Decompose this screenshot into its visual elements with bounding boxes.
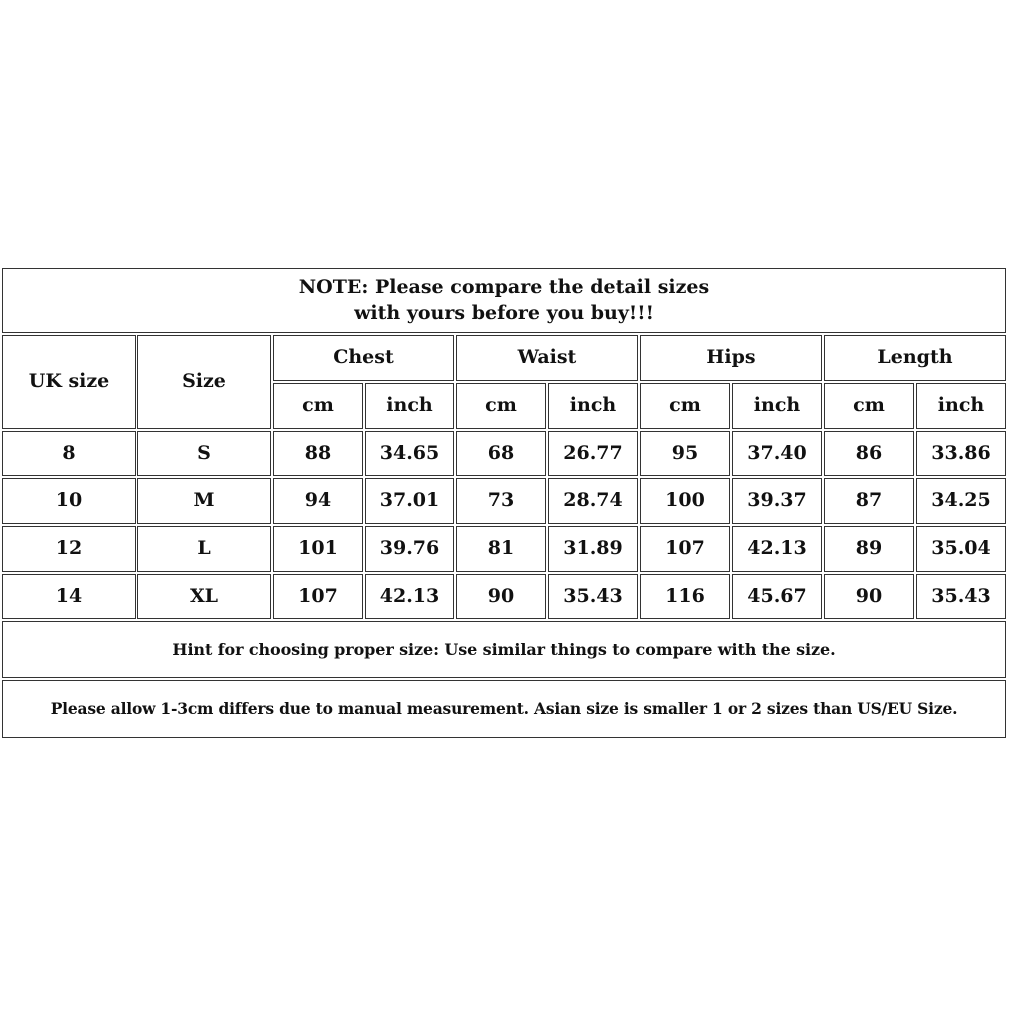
header-chest: Chest [273, 335, 454, 381]
table-cell-waist-inch: 35.43 [548, 574, 638, 619]
table-cell-chest-cm: 101 [273, 526, 363, 572]
table-cell-size: L [137, 526, 271, 572]
note-line-2: with yours before you buy!!! [354, 301, 654, 324]
table-cell-hips-inch: 39.37 [732, 478, 822, 524]
note-line-1: NOTE: Please compare the detail sizes [298, 275, 710, 298]
table-cell-hips-inch: 45.67 [732, 574, 822, 619]
table-cell-hips-cm: 116 [640, 574, 730, 619]
header-hips: Hips [640, 335, 822, 381]
table-cell-length-cm: 89 [824, 526, 914, 572]
table-cell-length-cm: 90 [824, 574, 914, 619]
table-cell-waist-cm: 73 [456, 478, 546, 524]
header-uk-size: UK size [2, 335, 136, 429]
table-cell-chest-cm: 94 [273, 478, 363, 524]
table-cell-chest-inch: 42.13 [365, 574, 454, 619]
size-chart-note [2, 268, 1006, 333]
table-cell-chest-inch: 39.76 [365, 526, 454, 572]
table-cell-length-inch: 34.25 [916, 478, 1006, 524]
table-cell-waist-inch: 26.77 [548, 431, 638, 476]
table-cell-length-cm: 87 [824, 478, 914, 524]
table-cell-hips-inch: 42.13 [732, 526, 822, 572]
table-cell-hips-cm: 100 [640, 478, 730, 524]
table-cell-size: M [137, 478, 271, 524]
unit-chest-inch: inch [365, 383, 454, 429]
table-cell-uk-size: 8 [2, 431, 136, 476]
measurement-disclaimer: Please allow 1-3cm differs due to manual measurement. Asian size is smaller 1 or 2 sizes than US/EU Size. [2, 680, 1006, 738]
table-cell-length-inch: 35.04 [916, 526, 1006, 572]
table-cell-uk-size: 12 [2, 526, 136, 572]
table-cell-hips-inch: 37.40 [732, 431, 822, 476]
unit-length-inch: inch [916, 383, 1006, 429]
table-cell-uk-size: 10 [2, 478, 136, 524]
table-cell-length-cm: 86 [824, 431, 914, 476]
table-cell-uk-size: 14 [2, 574, 136, 619]
unit-hips-cm: cm [640, 383, 730, 429]
table-cell-waist-inch: 28.74 [548, 478, 638, 524]
table-cell-waist-cm: 81 [456, 526, 546, 572]
table-cell-chest-inch: 34.65 [365, 431, 454, 476]
table-cell-hips-cm: 95 [640, 431, 730, 476]
header-size: Size [137, 335, 271, 429]
table-cell-waist-cm: 90 [456, 574, 546, 619]
size-hint: Hint for choosing proper size: Use similar things to compare with the size. [2, 621, 1006, 678]
table-cell-length-inch: 33.86 [916, 431, 1006, 476]
table-cell-chest-cm: 88 [273, 431, 363, 476]
table-cell-waist-cm: 68 [456, 431, 546, 476]
table-cell-chest-cm: 107 [273, 574, 363, 619]
table-cell-chest-inch: 37.01 [365, 478, 454, 524]
table-cell-waist-inch: 31.89 [548, 526, 638, 572]
table-cell-size: XL [137, 574, 271, 619]
unit-hips-inch: inch [732, 383, 822, 429]
unit-waist-inch: inch [548, 383, 638, 429]
header-waist: Waist [456, 335, 638, 381]
unit-waist-cm: cm [456, 383, 546, 429]
unit-length-cm: cm [824, 383, 914, 429]
unit-chest-cm: cm [273, 383, 363, 429]
table-cell-hips-cm: 107 [640, 526, 730, 572]
table-cell-size: S [137, 431, 271, 476]
header-length: Length [824, 335, 1006, 381]
table-cell-length-inch: 35.43 [916, 574, 1006, 619]
